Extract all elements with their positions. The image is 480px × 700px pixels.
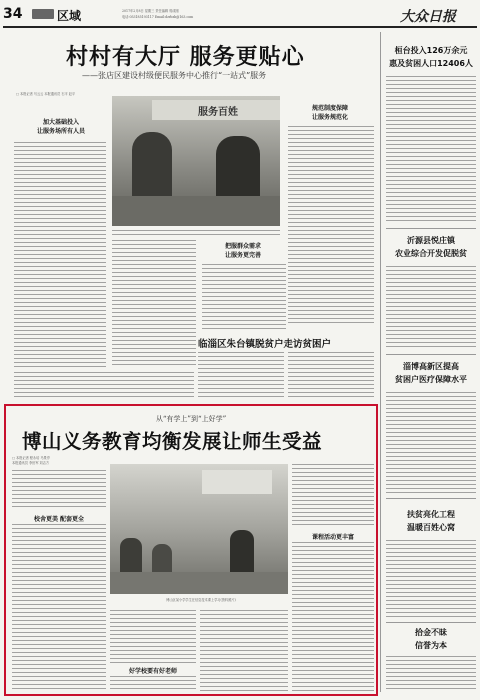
right-rule-2 [386, 354, 476, 355]
main-photo [112, 96, 280, 226]
feature-text-7 [292, 542, 374, 692]
feature-byline: □ 本报记者 程永培 马景亭 本报通讯员 李世军 刘志方 [12, 456, 50, 465]
subhead-1: 加大基础投入 让服务场所有人员 [36, 119, 85, 135]
section-title: 区域 [57, 9, 82, 23]
feature-subhead-1: 校舍更美 配套更全 [33, 516, 85, 523]
feature-text-1 [12, 470, 106, 510]
desk [112, 196, 280, 226]
right-h5: 拾金不昧 信誉为本 [415, 628, 447, 650]
page-number: 34 [3, 6, 23, 22]
right-text-5 [386, 656, 476, 692]
feature-subhead-2: 课程活动更丰富 [311, 534, 354, 541]
desk-row [110, 572, 288, 594]
feature-text-2 [12, 524, 106, 692]
mid-text-1 [198, 352, 284, 400]
header-meta-2: 电话:053185193117 Email:dzrbzb@163.com [122, 15, 194, 19]
photo-sign-text: 服务百姓 [198, 107, 238, 118]
section-logo [32, 9, 54, 19]
feature-box [4, 404, 378, 696]
right-text-2 [386, 266, 476, 350]
right-col-divider [380, 32, 381, 692]
classroom-board [202, 470, 272, 494]
feature-text-3 [110, 610, 196, 664]
right-rule-1 [386, 228, 476, 229]
right-text-3 [386, 392, 476, 494]
text-col-4 [288, 126, 374, 326]
header-rule [3, 26, 477, 28]
subhead-2: 规范制度保障 让服务规范化 [311, 105, 348, 121]
right-rule-4 [386, 622, 476, 623]
feature-headline: 博山义务教育均衡发展让师生受益 [22, 430, 323, 453]
right-h2: 沂源县悦庄镇 农业综合开发促脱贫 [395, 236, 467, 258]
left-text-tail [14, 372, 194, 400]
text-col-1 [14, 142, 106, 368]
right-rule-3 [386, 498, 476, 499]
mid-text-2 [288, 352, 374, 400]
feature-kicker: 从“有学上”到“上好学” [155, 415, 227, 423]
feature-text-5 [200, 610, 288, 692]
right-h3: 淄博高新区提高 贫困户医疗保障水平 [395, 362, 467, 384]
main-subhead: ——张店区建设村级便民服务中心推行“一站式”服务 [82, 71, 267, 80]
main-byline: □ 本报记者 马云云 本报通讯员 石平 赵平 [16, 92, 76, 96]
page-header [0, 0, 480, 30]
paper-name: 大众日报 [400, 9, 456, 25]
mid-headline: 临淄区朱台镇脱贫户走访贫困户 [198, 339, 332, 350]
subhead-3: 把服群众需求 让服务更完善 [224, 243, 261, 259]
header-meta-1: 2017年2月8日 星期三 责任编辑 郭成刚 [122, 9, 179, 13]
main-headline: 村村有大厅 服务更贴心 [66, 45, 305, 70]
feature-photo [110, 464, 288, 594]
feature-photo-caption: 博山区某小学学生在信息技术课上学习(资料照片) [166, 598, 236, 602]
right-h4: 扶贫亮化工程 温暖百姓心窝 [407, 510, 455, 532]
text-col-2 [112, 240, 196, 368]
feature-text-4 [110, 676, 196, 692]
right-text-4 [386, 540, 476, 618]
feature-subhead-3: 好学校要有好老师 [128, 668, 177, 675]
right-h1: 桓台投入126万余元 惠及贫困人口12406人 [389, 46, 473, 68]
feature-text-6 [292, 464, 374, 528]
photo-caption-lines [112, 230, 280, 236]
right-text-1 [386, 76, 476, 224]
text-col-3 [202, 264, 286, 329]
